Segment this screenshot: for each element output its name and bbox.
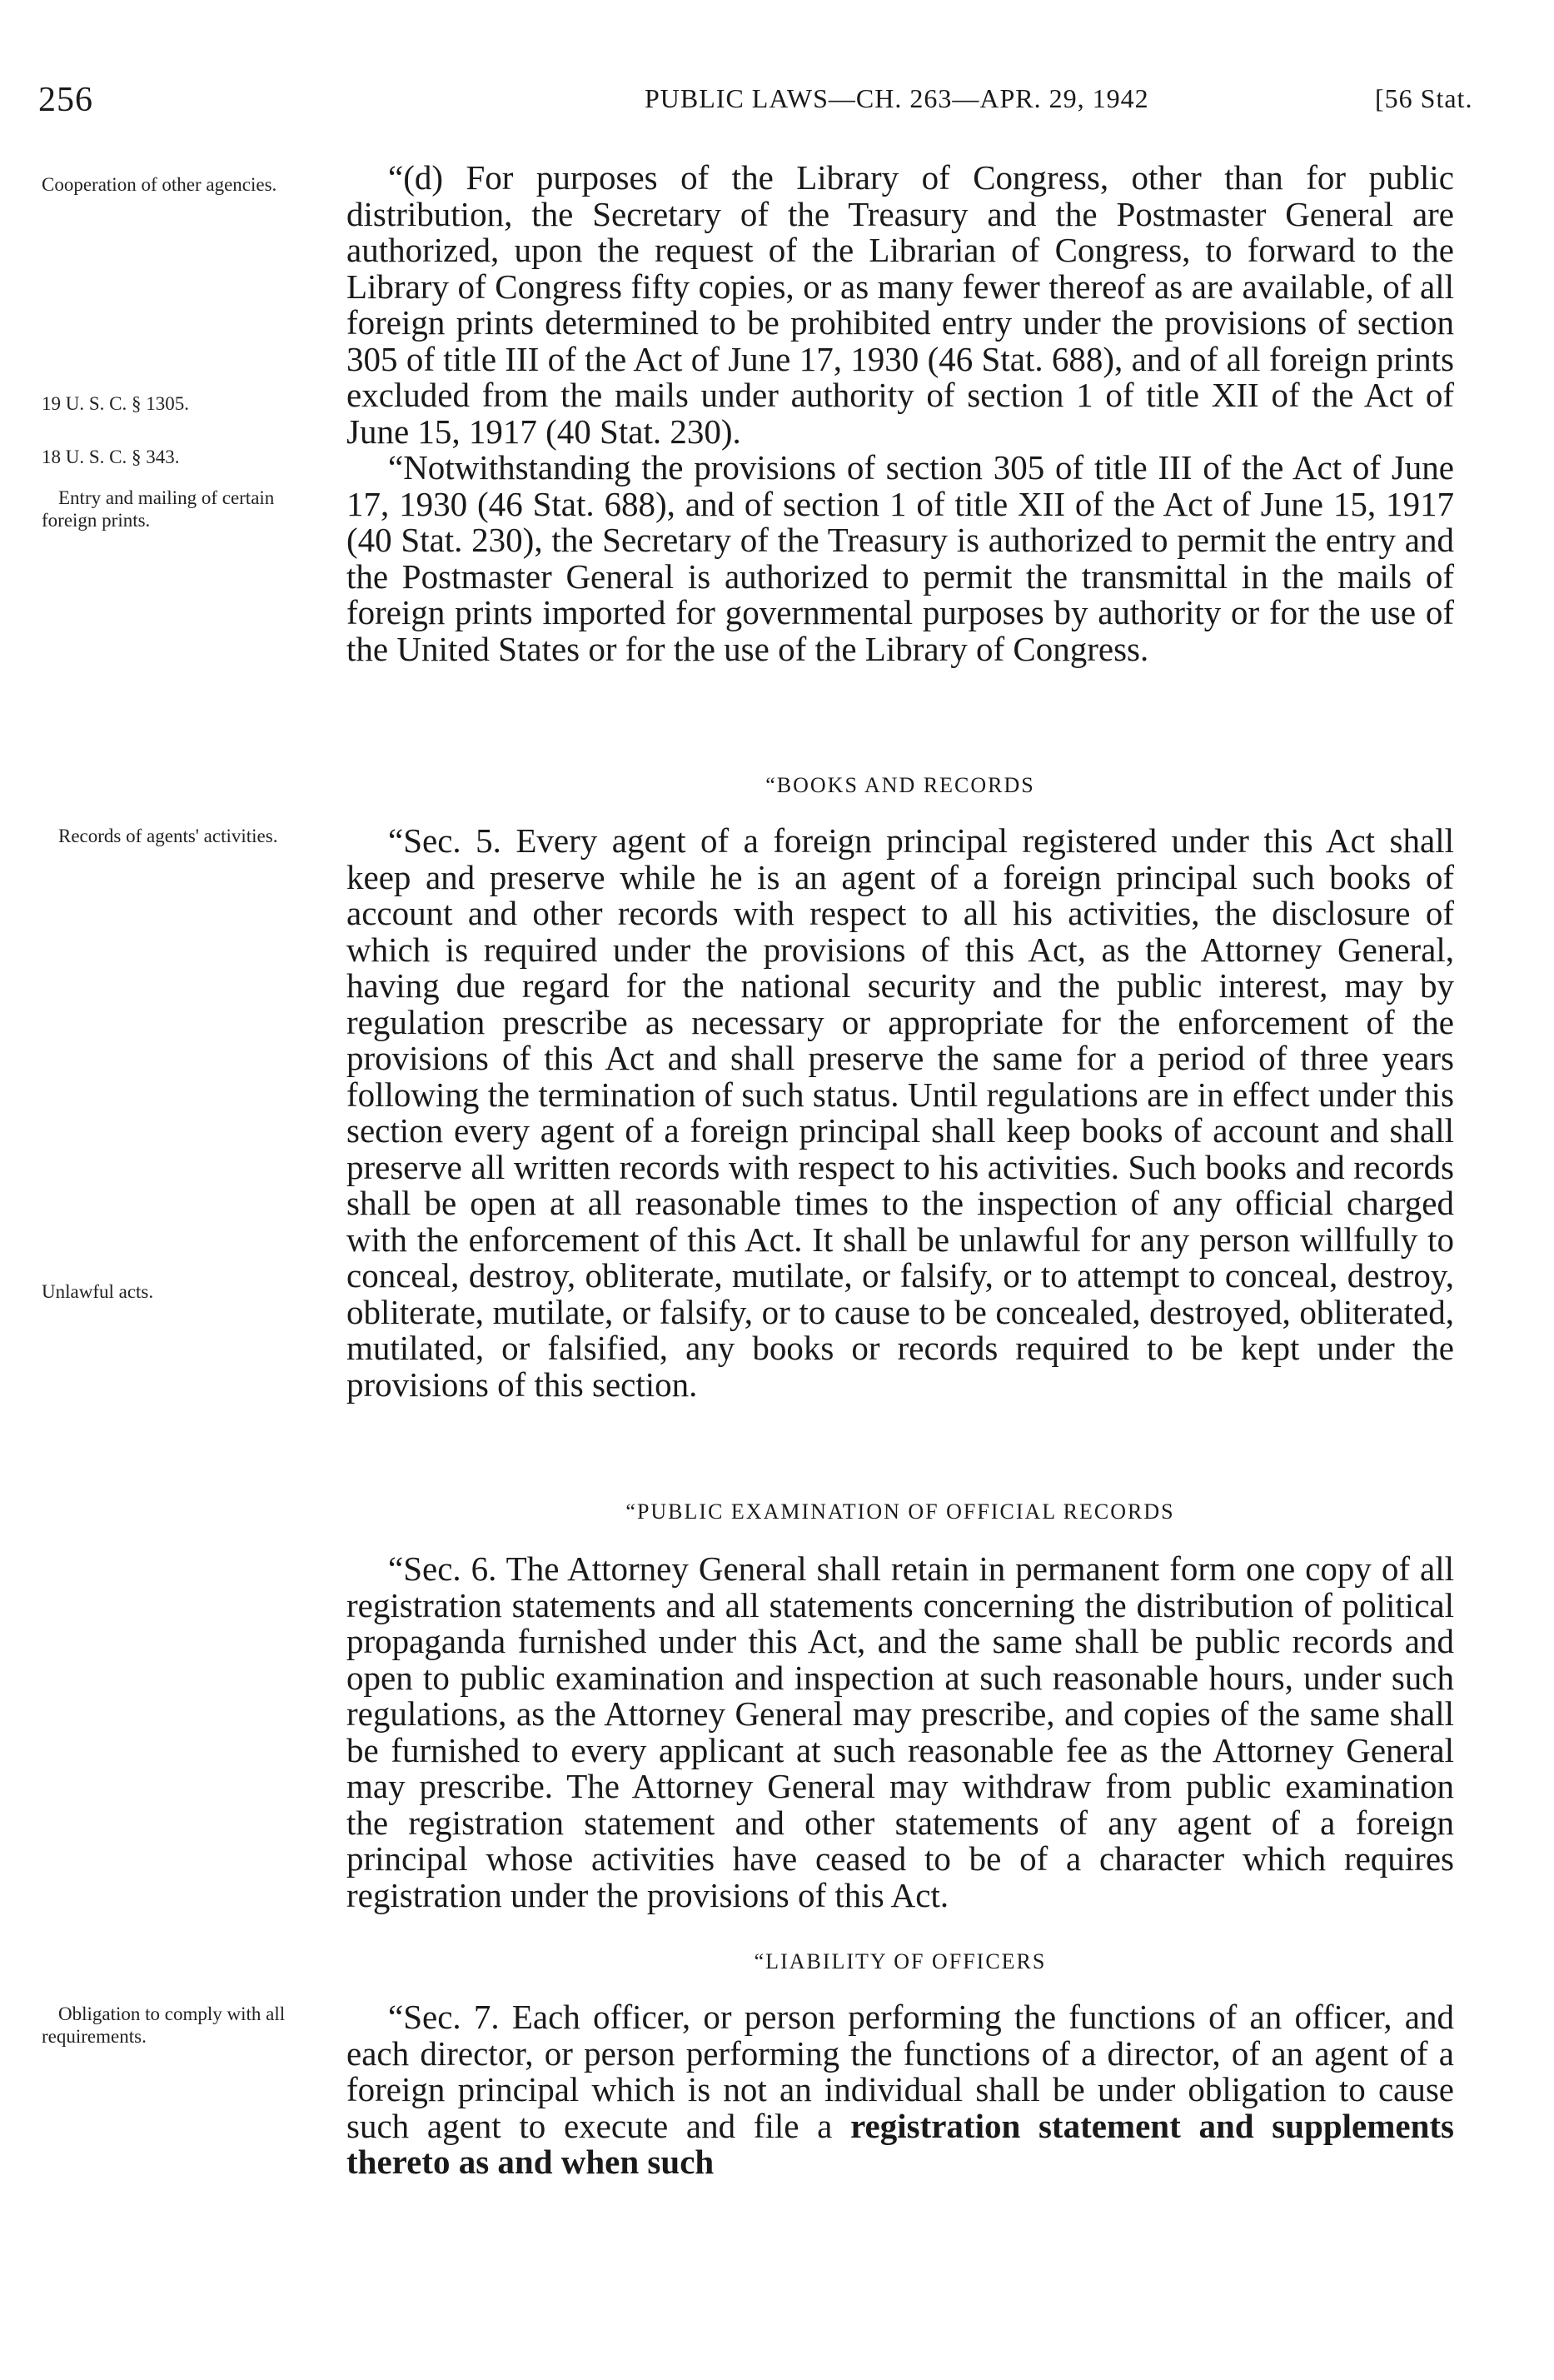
heading-liability: “LIABILITY OF OFFICERS <box>754 1949 1047 1973</box>
volume-reference: [56 Stat. <box>1375 83 1473 113</box>
text-block-d <box>346 160 1454 667</box>
margin-note-18usc: 18 U. S. C. § 343. <box>42 447 180 467</box>
running-head <box>38 80 1473 122</box>
running-head-title: PUBLIC LAWS—CH. 263—APR. 29, 1942 <box>645 83 1149 113</box>
heading-books-records: “BOOKS AND RECORDS <box>765 773 1035 797</box>
margin-note-unlawful-acts: Unlawful acts. <box>42 1281 154 1302</box>
margin-note-records-agents: Records of agents' activities. <box>58 826 278 846</box>
margin-note-obligation: Obligation to comply with all requirements. <box>42 2003 286 2047</box>
margin-note-entry-mailing: Entry and mailing of certain foreign prints. <box>42 487 275 531</box>
text-block-sec6 <box>346 1551 1454 1913</box>
sec7-bold-text: registration statement and supplements thereto as and when such <box>346 2106 1454 2181</box>
paragraph-sec6: “Sec. 6. The Attorney General shall retain in permanent form one copy of all registration statements and all statements concerning the distribution of political propaganda furnished under this Act, and the same shall be public records and open to public examination and inspection at such reasonable hours, under such regulations, as the Attorney General may prescribe, and copies of the same shall be furnished to every applicant at such reasonable fee as the Attorney General may prescribe. The Attorney General may withdraw from public examination the registration statement and other statements of any agent of a foreign principal whose activities have ceased to be of a character which requires registration under the provisions of this Act. <box>346 1549 1454 1914</box>
paragraph-d: “(d) For purposes of the Library of Congress, other than for public distribution, the Secretary of the Treasury and the Postmaster General are authorized, upon the request of the Librarian of Congress, to forward to the Library of Congress fifty copies, or as many fewer thereof as are available, of all foreign prints determined to be prohibited entry under the provisions of section 305 of title III of the Act of June 17, 1930 (46 Stat. 688), and of all foreign prints excluded from the mails under authority of section 1 of title XII of the Act of June 15, 1917 (40 Stat. 230). <box>346 158 1454 451</box>
paragraph-sec7 <box>346 1999 1454 2181</box>
sec7-main-text: “Sec. 7. Each officer, or person performing the functions of an officer, and each director, or person performing the functions of a director, of an agent of a foreign principal which is not an individual shall be under obligation to cause such agent to execute and file a <box>346 1998 1454 2145</box>
text-block-sec5 <box>346 823 1454 1403</box>
heading-public-examination: “PUBLIC EXAMINATION OF OFFICIAL RECORDS <box>625 1499 1175 1524</box>
margin-note-cooperation: Cooperation of other agencies. <box>42 174 277 195</box>
paragraph-sec5: “Sec. 5. Every agent of a foreign principal registered under this Act shall keep and preserve while he is an agent of a foreign principal such books of account and other records with respect to all his activities, the disclosure of which is required under the provisions of this Act, as the Attorney General, having due regard for the national security and the public interest, may by regulation prescribe as necessary or appropriate for the enforcement of the provisions of this Act and shall preserve the same for a period of three years following the termination of such status. Until regulations are in effect under this section every agent of a foreign principal shall keep books of account and shall preserve all written records with respect to his activities. Such books and records shall be open at all reasonable times to the inspection of any official charged with the enforcement of this Act. It shall be unlawful for any person willfully to conceal, destroy, obliterate, mutilate, or falsify, or to attempt to conceal, destroy, obliterate, mutilate, or falsify, or to cause to be concealed, destroyed, obliterated, mutilated, or falsified, any books or records required to be kept under the provisions of this section. <box>346 821 1454 1404</box>
paragraph-notwithstanding: “Notwithstanding the provisions of section 305 of title III of the Act of June 17, 1930 (46 Stat. 688), and of section 1 of title XII of the Act of June 15, 1917 (40 Stat. 230), the Secretary of the Treasury is authorized to permit the entry and the Postmaster General is authorized to permit the transmittal in the mails of foreign prints imported for governmental purposes by authority or for the use of the United States or for the use of the Library of Congress. <box>346 448 1454 668</box>
page-number: 256 <box>38 81 93 119</box>
margin-note-19usc: 19 U. S. C. § 1305. <box>42 393 189 414</box>
text-block-sec7 <box>346 1999 1454 2181</box>
